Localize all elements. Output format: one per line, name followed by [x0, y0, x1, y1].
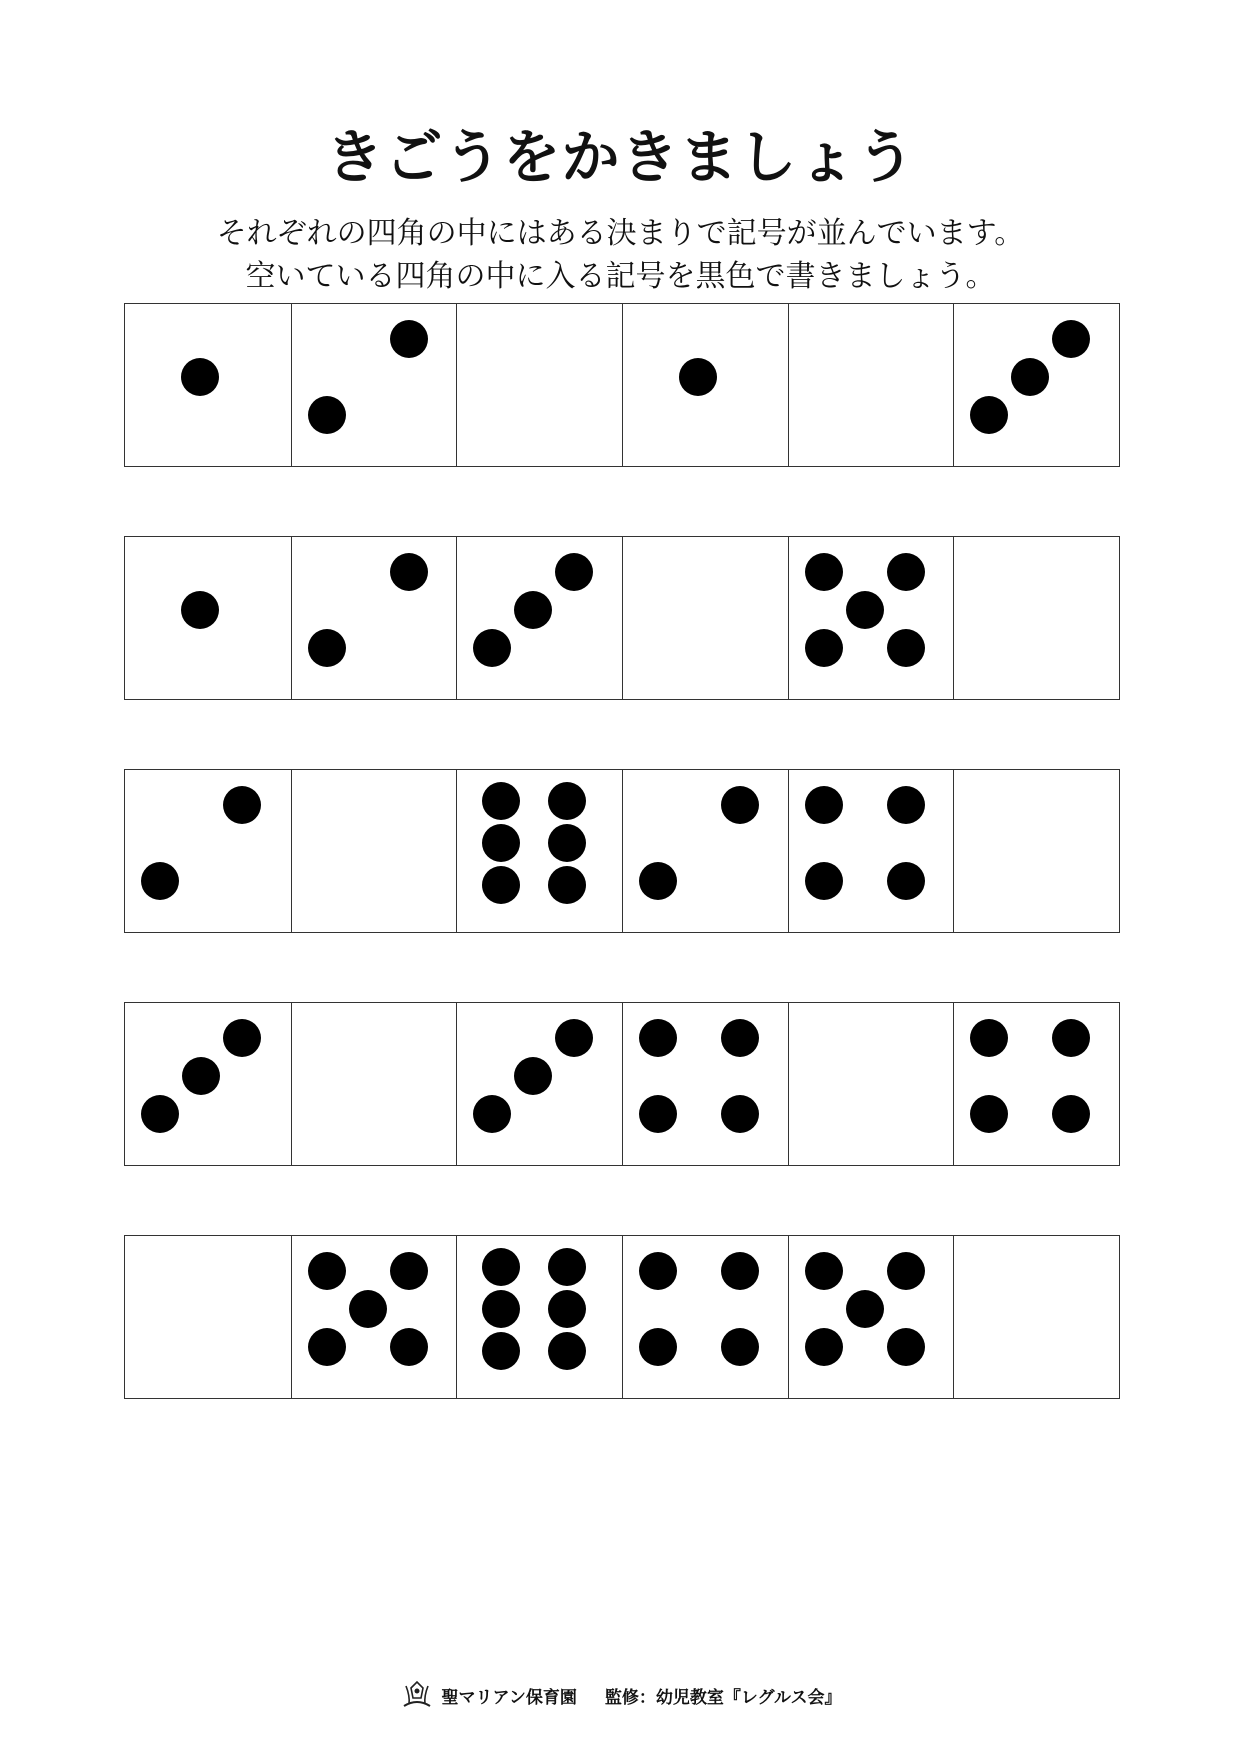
dot [390, 1328, 428, 1366]
puzzle-row [124, 303, 1120, 467]
page-title: きごうをかきましょう [325, 123, 916, 191]
dot [970, 1095, 1008, 1133]
dot [639, 1019, 677, 1057]
dice-cell [622, 304, 788, 466]
dot [482, 824, 520, 862]
empty-answer-cell[interactable] [953, 1236, 1119, 1398]
puzzle-row [124, 1002, 1120, 1166]
puzzle-row [124, 769, 1120, 933]
dot [308, 1328, 346, 1366]
empty-answer-cell[interactable] [788, 1003, 954, 1165]
dot [482, 1332, 520, 1370]
dice-cell [788, 537, 954, 699]
dot [639, 862, 677, 900]
dot [390, 553, 428, 591]
dot [181, 358, 219, 396]
dice-cell [622, 770, 788, 932]
dot [223, 1019, 261, 1057]
dot [482, 866, 520, 904]
instruction-line-1: それぞれの四角の中にはある決まりで記号が並んでいます。 [216, 216, 1025, 251]
dot [182, 1057, 220, 1095]
dot [1052, 1019, 1090, 1057]
dot [482, 782, 520, 820]
empty-answer-cell[interactable] [953, 770, 1119, 932]
dice-cell [456, 537, 622, 699]
dice-cell [456, 1003, 622, 1165]
dot [887, 629, 925, 667]
empty-answer-cell[interactable] [291, 1003, 457, 1165]
dot [846, 1290, 884, 1328]
dice-cell [125, 1003, 291, 1165]
dot [514, 591, 552, 629]
dot [514, 1057, 552, 1095]
dot [548, 782, 586, 820]
dot [721, 1095, 759, 1133]
dot [555, 1019, 593, 1057]
dice-cell [125, 304, 291, 466]
footer [0, 1678, 1241, 1712]
dot [805, 862, 843, 900]
dot [970, 1019, 1008, 1057]
dice-cell [291, 1236, 457, 1398]
dot [887, 553, 925, 591]
dice-cell [953, 1003, 1119, 1165]
dot [721, 1019, 759, 1057]
dot [887, 1328, 925, 1366]
dot [805, 629, 843, 667]
dice-cell [788, 1236, 954, 1398]
dot [548, 1290, 586, 1328]
dice-cell [456, 770, 622, 932]
dot [308, 629, 346, 667]
dot [308, 1252, 346, 1290]
dot [970, 396, 1008, 434]
dot [181, 591, 219, 629]
dot [805, 553, 843, 591]
dot [555, 553, 593, 591]
dot [548, 1248, 586, 1286]
dot [390, 1252, 428, 1290]
empty-answer-cell[interactable] [291, 770, 457, 932]
empty-answer-cell[interactable] [953, 537, 1119, 699]
dice-cell [456, 1236, 622, 1398]
dot [548, 1332, 586, 1370]
empty-answer-cell[interactable] [456, 304, 622, 466]
dot [805, 1328, 843, 1366]
empty-answer-cell[interactable] [622, 537, 788, 699]
dice-cell [291, 537, 457, 699]
dot [349, 1290, 387, 1328]
dot [473, 629, 511, 667]
dot [805, 786, 843, 824]
dot [390, 320, 428, 358]
supervision-credit: 監修：幼児教室『レグルス会』 [604, 1687, 842, 1708]
dot [1052, 1095, 1090, 1133]
dot [846, 591, 884, 629]
dot [548, 824, 586, 862]
dice-cell [125, 770, 291, 932]
dot [721, 1252, 759, 1290]
dot [141, 1095, 179, 1133]
dot [548, 866, 586, 904]
empty-answer-cell[interactable] [788, 304, 954, 466]
dot [887, 786, 925, 824]
dot [805, 1252, 843, 1290]
dot [679, 358, 717, 396]
dot [482, 1290, 520, 1328]
dot [308, 396, 346, 434]
dot [223, 786, 261, 824]
instruction-line-2: 空いている四角の中に入る記号を黒色で書きましょう。 [245, 259, 996, 294]
dot [721, 1328, 759, 1366]
empty-answer-cell[interactable] [125, 1236, 291, 1398]
dice-cell [125, 537, 291, 699]
school-name: 聖マリアン保育園 [441, 1687, 577, 1708]
dot [1052, 320, 1090, 358]
dot [482, 1248, 520, 1286]
puzzle-row [124, 536, 1120, 700]
dice-cell [788, 770, 954, 932]
dot [141, 862, 179, 900]
dot [1011, 358, 1049, 396]
dot [639, 1095, 677, 1133]
school-logo-icon [400, 1678, 434, 1712]
dot [887, 1252, 925, 1290]
dot [721, 786, 759, 824]
puzzle-row [124, 1235, 1120, 1399]
dot [473, 1095, 511, 1133]
dot [639, 1252, 677, 1290]
dice-cell [622, 1003, 788, 1165]
dice-cell [953, 304, 1119, 466]
dot [887, 862, 925, 900]
dice-cell [291, 304, 457, 466]
dot [639, 1328, 677, 1366]
dice-cell [622, 1236, 788, 1398]
